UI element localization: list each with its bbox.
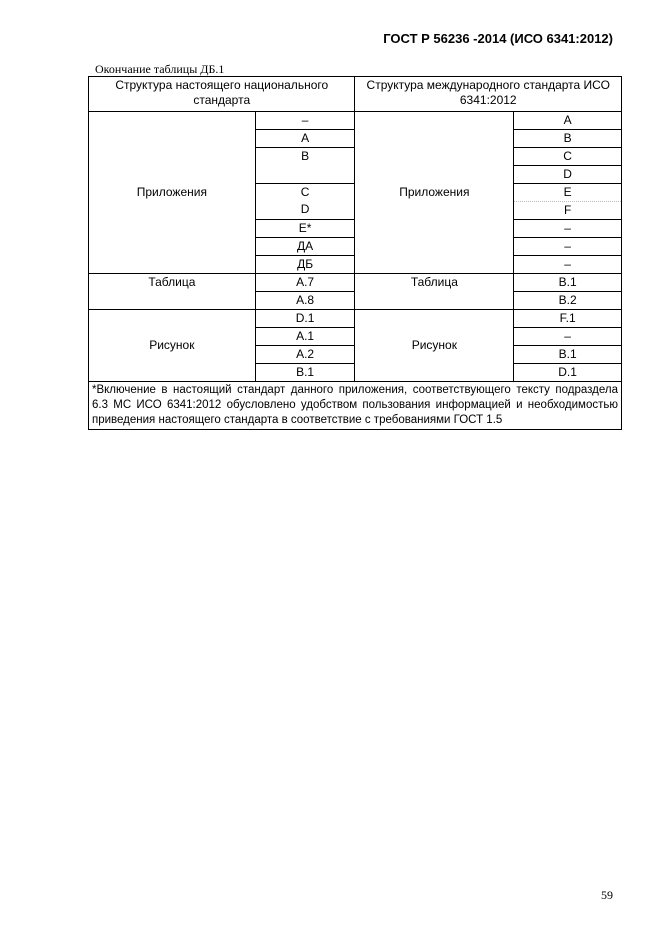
page-number: 59 bbox=[601, 888, 613, 902]
group-label: Рисунок bbox=[355, 310, 514, 382]
cell: – bbox=[255, 112, 355, 130]
group-label: Приложения bbox=[89, 112, 256, 274]
correspondence-table bbox=[88, 76, 622, 430]
cell-line: C bbox=[300, 185, 310, 199]
column-header-national: Структура настоящего национального стандарта bbox=[89, 77, 355, 112]
footnote-row bbox=[89, 382, 622, 430]
cell: A.1 bbox=[255, 328, 355, 346]
cell: ДА bbox=[255, 238, 355, 256]
cell: B.1 bbox=[514, 274, 622, 292]
cell: F bbox=[514, 202, 622, 220]
cell: D.1 bbox=[255, 310, 355, 328]
table-caption: Окончание таблицы ДБ.1 bbox=[95, 62, 225, 76]
cell: A.7 bbox=[255, 274, 355, 292]
group-label: Таблица bbox=[89, 274, 256, 310]
standard-header: ГОСТ Р 56236 -2014 (ИСО 6341:2012) bbox=[383, 31, 613, 46]
column-header-intl: Структура международного стандарта ИСО 6341:2012 bbox=[355, 77, 622, 112]
cell: ДБ bbox=[255, 256, 355, 274]
group-label: Приложения bbox=[355, 112, 514, 274]
cell: D bbox=[514, 166, 622, 184]
cell: F.1 bbox=[514, 310, 622, 328]
cell: A bbox=[255, 130, 355, 148]
cell bbox=[255, 184, 355, 220]
cell: D.1 bbox=[514, 364, 622, 382]
cell: B.2 bbox=[514, 292, 622, 310]
cell: – bbox=[514, 256, 622, 274]
footnote: *Включение в настоящий стандарт данного приложения, соответствующего тексту подраздела 6.3 МС ИСО 6341:2012 обусловлено удобством пользования информацией и необходимостью приведения настоящего стандарта в соответствие с требованиями ГОСТ 1.5 bbox=[89, 382, 622, 430]
cell: A.8 bbox=[255, 292, 355, 310]
cell: E* bbox=[255, 220, 355, 238]
cell: – bbox=[514, 220, 622, 238]
cell: C bbox=[514, 148, 622, 166]
cell-line: D bbox=[300, 202, 310, 216]
table-header-row bbox=[89, 77, 622, 112]
cell: E bbox=[514, 184, 622, 202]
cell: B.1 bbox=[514, 346, 622, 364]
group-label: Рисунок bbox=[89, 310, 256, 382]
cell: – bbox=[514, 328, 622, 346]
table-row bbox=[89, 310, 622, 328]
cell: – bbox=[514, 238, 622, 256]
group-label: Таблица bbox=[355, 274, 514, 310]
table-row bbox=[89, 274, 622, 292]
cell: B.1 bbox=[255, 364, 355, 382]
table-row bbox=[89, 112, 622, 130]
cell: B bbox=[255, 148, 355, 184]
cell: A bbox=[514, 112, 622, 130]
cell: A.2 bbox=[255, 346, 355, 364]
cell: B bbox=[514, 130, 622, 148]
